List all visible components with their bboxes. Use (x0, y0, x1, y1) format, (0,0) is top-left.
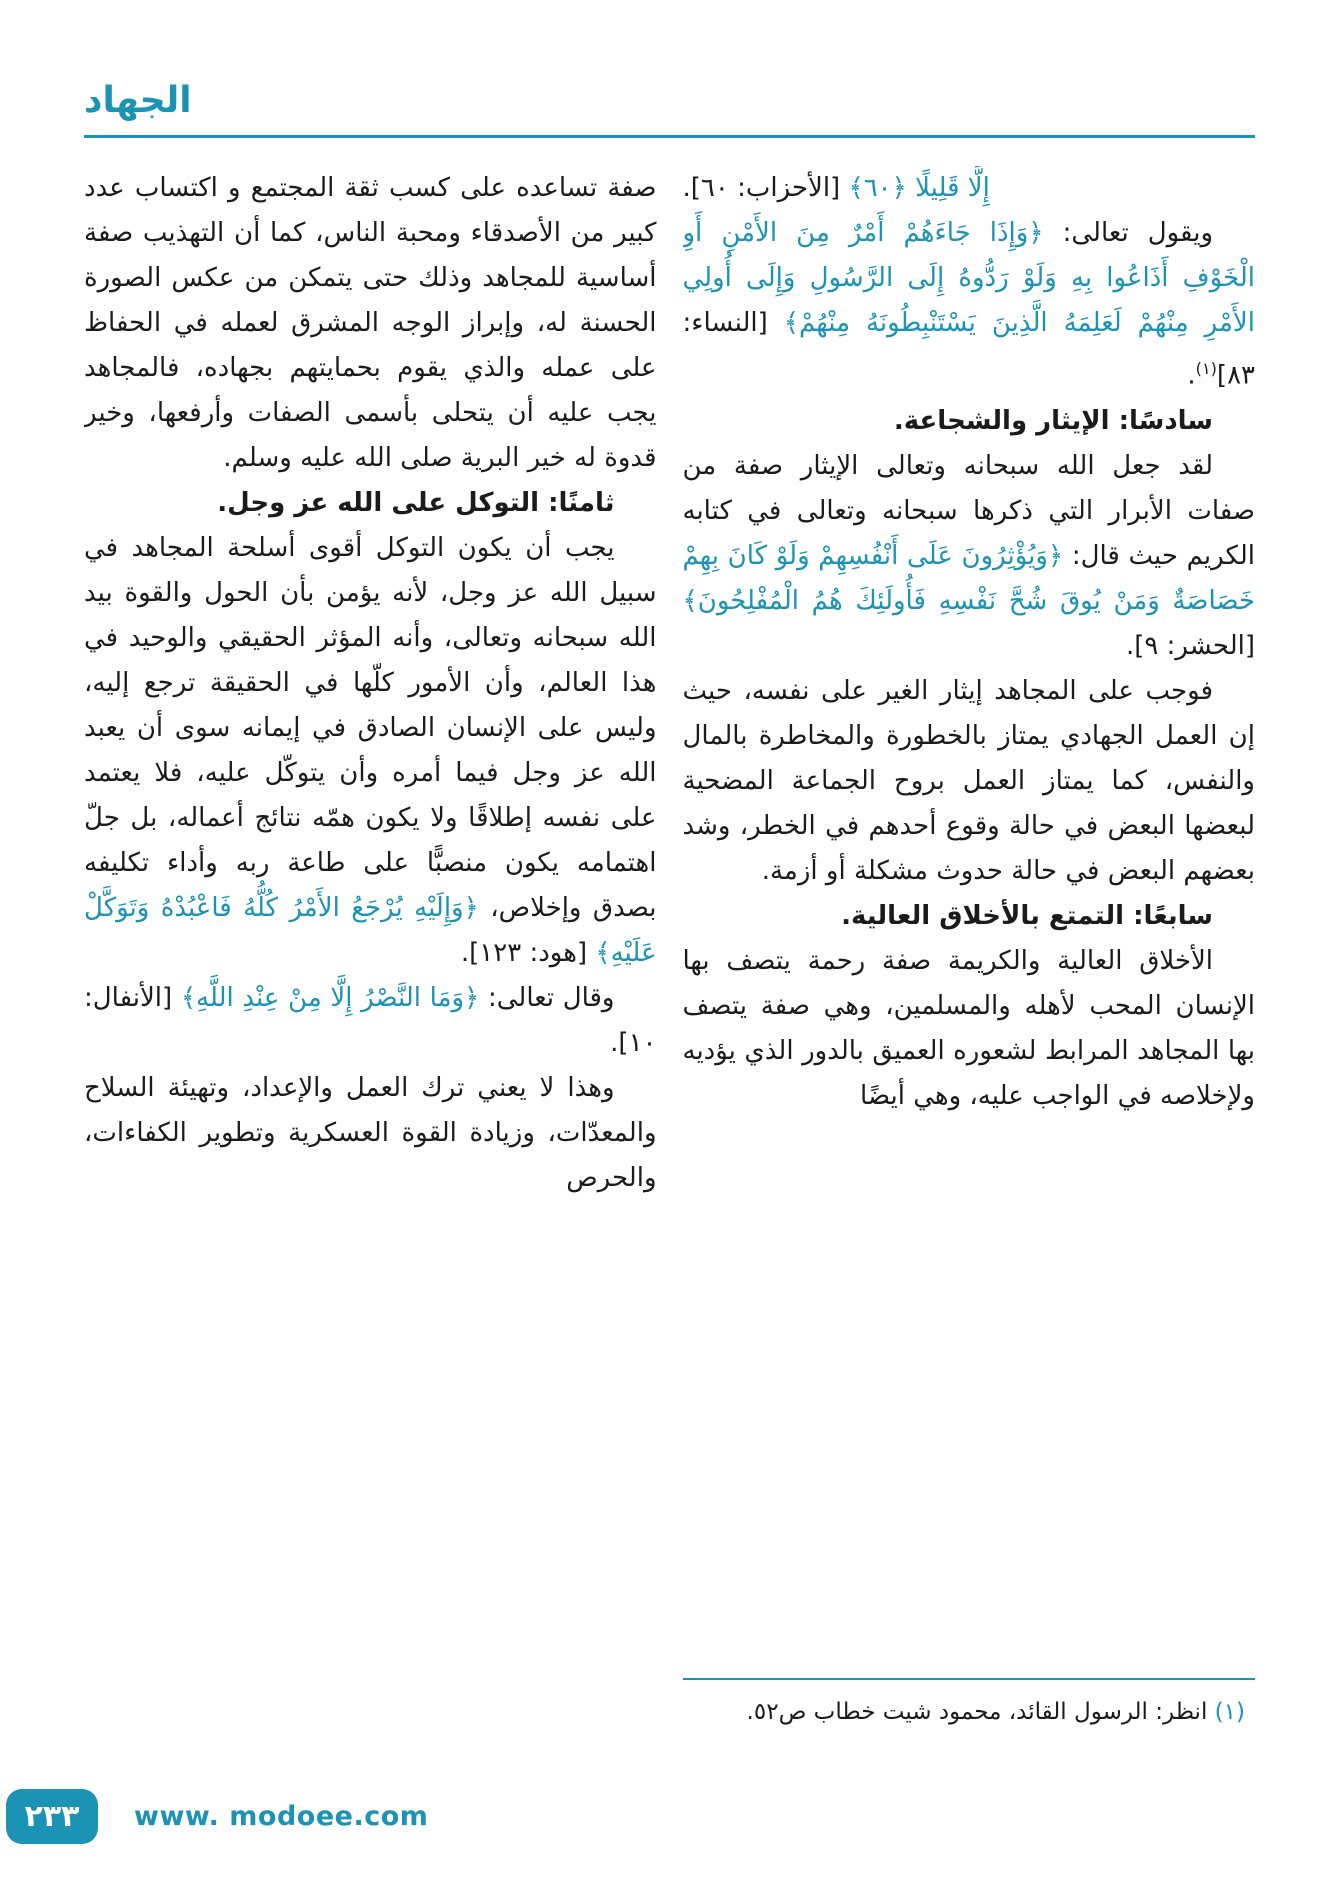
quran-verse: ﴿وَمَا النَّصْرُ إِلَّا مِنْ عِنْدِ اللَّهِ﴾ (180, 983, 480, 1013)
paragraph (84, 1066, 657, 1201)
text-run: فوجب على المجاهد إيثار الغير على نفسه، حيث إن العمل الجهادي يمتاز بالخطورة والمخاطرة بالمال والنفس، كما يمتاز العمل بروح الجماعة المضحية لبعضها البعض في حالة وقوع أحدهم في الخطر، وشد بعضهم البعض في حالة حدوث مشكلة أو أزمة. (682, 675, 1255, 886)
paragraph (84, 166, 657, 481)
verse-reference: . (1187, 360, 1196, 391)
footnote-body: انظر: الرسول القائد، محمود شيت خطاب ص٥٢. (746, 1699, 1208, 1725)
verse-reference: [الأنفال: ١٠]. (84, 983, 657, 1058)
page-header (0, 0, 1339, 138)
paragraph (84, 976, 657, 1066)
text-run: سادسًا: الإيثار والشجاعة. (893, 405, 1213, 436)
header-rule (84, 135, 1255, 138)
paragraph (683, 444, 1256, 669)
verse-reference: [الأحزاب: ٦٠]. (682, 173, 849, 203)
paragraph (683, 939, 1256, 1119)
text-run: وهذا لا يعني ترك العمل والإعداد، وتهيئة السلاح والمعدّات، وزيادة القوة العسكرية وتطوير الكفاءات، والحرص (84, 1073, 657, 1193)
column-right-body (683, 166, 1256, 1672)
chapter-title: الجهاد (84, 80, 192, 121)
text-columns (84, 166, 1255, 1732)
text-run: الأخلاق العالية والكريمة صفة رحمة يتصف بها الإنسان المحب لأهله والمسلمين، وهي صفة يتصف بها المجاهد المرابط لشعوره العميق بالدور الذي يؤديه ولإخلاصه في الواجب عليه، وهي أيضًا (682, 945, 1255, 1111)
footnote-ref: (١) (1195, 359, 1217, 378)
paragraph (84, 526, 657, 976)
text-run: لقد جعل الله سبحانه وتعالى الإيثار صفة من صفات الأبرار التي ذكرها سبحانه وتعالى في كتابه الكريم حيث قال: (682, 450, 1255, 571)
paragraph (683, 211, 1256, 399)
text-run: ويقول تعالى: (1043, 218, 1213, 248)
paragraph (683, 166, 1256, 211)
section-heading (683, 894, 1256, 939)
quran-verse: ﴿وَإِلَيْهِ يُرْجَعُ الأَمْرُ كُلُّهُ فَاعْبُدْهُ وَتَوَكَّلْ عَلَيْهِ﴾ (84, 893, 657, 968)
verse-reference: [الحشر: ٩]. (1125, 630, 1255, 661)
column-left-body (84, 166, 657, 1201)
footnote-rule (683, 1678, 1256, 1680)
quran-verse: ﴿وَإِذَا جَاءَهُمْ أَمْرٌ مِنَ الأَمْنِ أَوِ الْخَوْفِ أَذَاعُوا بِهِ وَلَوْ رَدُّوهُ إِلَى الرَّسُولِ وَإِلَى أُولِي الأَمْرِ مِنْهُمْ لَعَلِمَهُ الَّذِينَ يَسْتَنْبِطُونَهُ مِنْهُمْ﴾ (682, 218, 1255, 338)
column-right (683, 166, 1256, 1732)
text-run: وقال تعالى: (479, 983, 615, 1013)
page-number: ٢٣٣ (24, 1799, 80, 1834)
verse-reference: [النساء: ٨٣] (682, 308, 1255, 391)
section-heading (683, 399, 1256, 444)
footnote-text (683, 1692, 1256, 1732)
column-left (84, 166, 657, 1732)
text-run: سابعًا: التمتع بالأخلاق العالية. (841, 900, 1213, 931)
paragraph (683, 669, 1256, 894)
footnote-marker: (١) (1214, 1699, 1245, 1725)
website-link[interactable]: www. modoee.com (134, 1801, 429, 1832)
text-run: يجب أن يكون التوكل أقوى أسلحة المجاهد في سبيل الله عز وجل، لأنه يؤمن بأن الحول والقوة بيد الله سبحانه وتعالى، وأنه المؤثر الحقيقي والوحيد في هذا العالم، وأن الأمور كلّها في الحقيقة ترجع إليه، وليس على الإنسان الصادق في إيمانه سوى أن يعبد الله عز وجل فيما أمره وأن يتوكّل عليه، فلا يعتمد على نفسه إطلاقًا ولا يكون همّه نتائج أعماله، بل جلّ اهتمامه يكون منصبًّا على طاعة ربه وأداء تكليفه بصدق وإخلاص، (84, 533, 657, 923)
quran-verse: ﴿وَيُؤْثِرُونَ عَلَى أَنْفُسِهِمْ وَلَوْ كَانَ بِهِمْ خَصَاصَةٌ وَمَنْ يُوقَ شُحَّ نَفْسِهِ فَأُولَئِكَ هُمُ الْمُفْلِحُونَ﴾ (682, 540, 1255, 616)
text-run: صفة تساعده على كسب ثقة المجتمع و اكتساب عدد كبير من الأصدقاء ومحبة الناس، كما أن التهذيب صفة أساسية للمجاهد وذلك حتى يتمكن من عكس الصورة الحسنة له، وإبراز الوجه المشرق لعمله في الحفاظ على عمله والذي يقوم بحمايتهم بجهاده، فالمجاهد يجب عليه أن يتحلى بأسمى الصفات وأرفعها، وخير قدوة له خير البرية صلى الله عليه وسلم. (84, 173, 657, 473)
verse-reference: [هود: ١٢٣]. (460, 938, 596, 968)
page-number-badge (6, 1789, 98, 1844)
page-footer (0, 1789, 1339, 1844)
section-heading (84, 481, 657, 526)
quran-verse: إِلَّا قَلِيلًا ﴿٦٠﴾ (848, 173, 990, 203)
text-run: ثامنًا: التوكل على الله عز وجل. (217, 488, 615, 518)
footnote-area (683, 1672, 1256, 1732)
